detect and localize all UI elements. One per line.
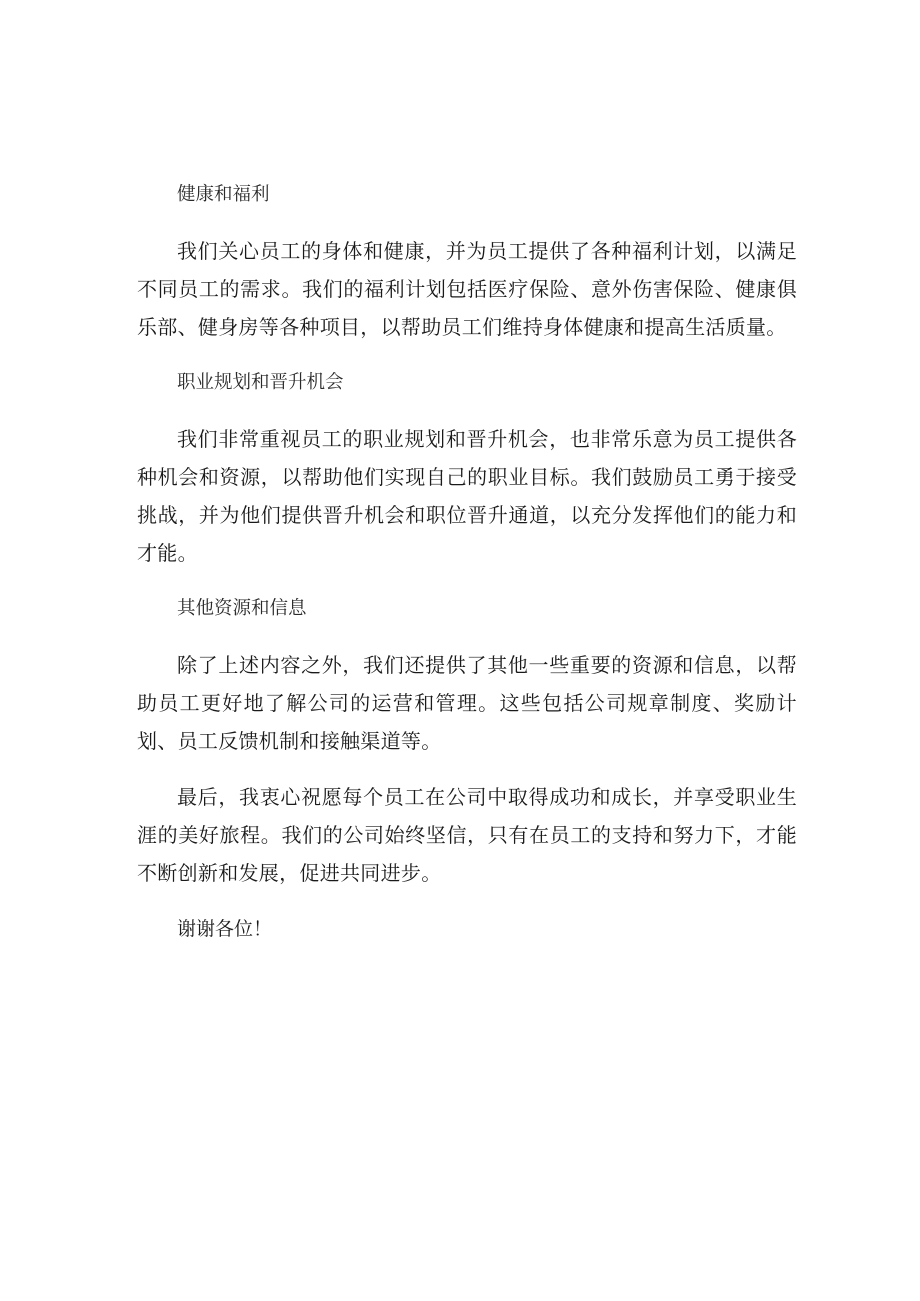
section-paragraph-health: 我们关心员工的身体和健康，并为员工提供了各种福利计划，以满足不同员工的需求。我们的福利计划包括医疗保险、意外伤害保险、健康俱乐部、健身房等各种项目，以帮助员工们维持身体健康和提高生活质量。 [137, 239, 797, 339]
closing-line: 谢谢各位！ [177, 918, 273, 940]
document-body [137, 176, 797, 948]
section-paragraph-career: 我们非常重视员工的职业规划和晋升机会，也非常乐意为员工提供各种机会和资源，以帮助他们实现自己的职业目标。我们鼓励员工勇于接受挑战，并为他们提供晋升机会和职位晋升通道，以充分发挥他们的能力和才能。 [137, 427, 797, 565]
final-paragraph: 最后，我衷心祝愿每个员工在公司中取得成功和成长，并享受职业生涯的美好旅程。我们的公司始终坚信，只有在员工的支持和努力下，才能不断创新和发展，促进共同进步。 [137, 785, 797, 885]
section-paragraph-other: 除了上述内容之外，我们还提供了其他一些重要的资源和信息，以帮助员工更好地了解公司的运营和管理。这些包括公司规章制度、奖励计划、员工反馈机制和接触渠道等。 [137, 653, 797, 753]
section-heading-health: 健康和福利 [177, 184, 270, 205]
section-heading-other: 其他资源和信息 [177, 598, 307, 619]
section-heading-career: 职业规划和晋升机会 [177, 372, 344, 393]
